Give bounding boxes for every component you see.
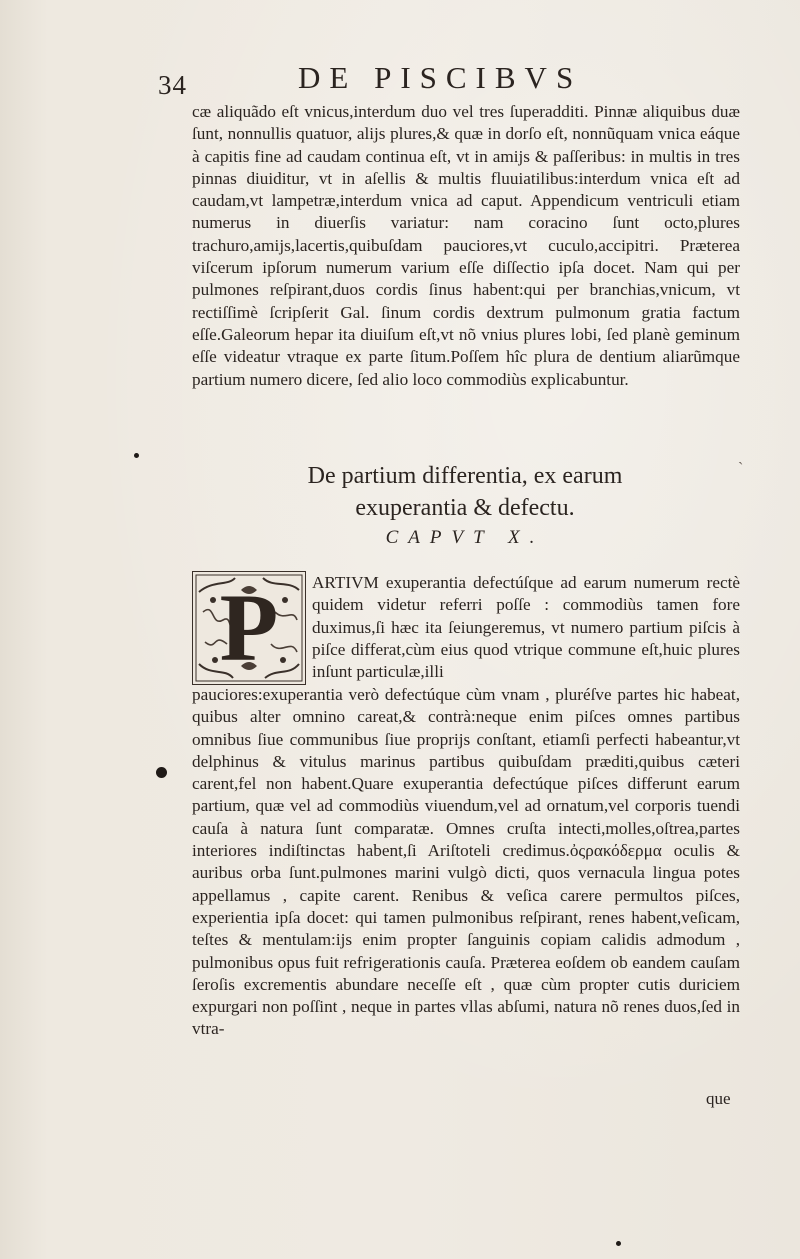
ink-spot-upper (134, 453, 139, 458)
margin-mark: ` (738, 460, 744, 477)
paragraph-continuation: pauciores:exuperantia verò defectúque cùm vnam , pluréſve partes hic habeat, quibus alter omnino careat,& contrà:neque enim piſces omnes partibus omnibus ſiue communibus ſiue proprijs conſtant, etiamſi perfecti habeantur,vt delphinus & vitulus marinus partibus quibuſdam prædіti,quibus cæteri carent,fel non habent.Quare exuperantia defectúque piſces differunt earum partium, quæ vel ad commodiùs viuendum,vel ad ornatum,vel corporis tuendi cauſa à natura ſunt comparatæ. Omnes cruſta intecti,molles,oſtrea,partes interiores indiſtinctas habent,ſi Ariſtoteli credimus.ὀςρακόδερμα oculis & auribus orba ſunt.pulmones marini vulgò dicti, quos vernacula lingua potes appellamus , capite carent. Renibus & veſica carere permultos piſces, experientia ipſa docet: qui tamen pulmonibus reſpirant, renes habent,veſicam, teſtes & mentulam:ijs enim propter ſanguinis copiam calidis admodum , pulmonibus opus fuit refrigerationis cauſa. Præterea eoſdem ob eandem cauſam ſeroſis excrementis abundare neceſſe eſt , quæ cùm propter cutis duriciem expurgari non poſſint , neque in partes vllas abſumi, natura nõ renes duos,ſed in vtra- (192, 685, 740, 1039)
section-heading-line1: De partium differentia, ex earum (307, 463, 623, 489)
page-number: 34 (158, 70, 187, 100)
ink-spot-middle (156, 767, 167, 778)
decorated-initial (192, 571, 306, 685)
section-heading-line2: exuperantia & defectu. (355, 495, 575, 521)
running-head: DE PISCIBVS (298, 60, 583, 95)
paragraph-opening-lines: ARTIVM exuperantia defectúſque ad earum numerum rectè quidem videtur referri poſſe : commodiùs tamen fore duximus,ſi hæc ita ſeiungeremus, vt numero partium piſcis à piſce differat,cùm eius quod vtrique commune eſt,huic plures inſunt particulæ,illi (312, 573, 740, 682)
paragraph-first: cæ aliquãdo eſt vnicus,interdum duo vel tres ſuperadditi. Pinnæ aliquibus duæ ſunt, nonnullis quatuor, aliјs plures,& quæ in dorſo eſt, nonnũquam vnica eáque à capitis fine ad caudam continua eſt, vt in amijs & paſſeribus: in multis in tres pinnas diuiditur, vt in aſellis & multis fluuiatilibus:interdum vnica eſt ad caudam,vt lampetræ,interdum vnica ad caput. Appendicum ventriculi etiam numerus in diuerſis variatur: nam coracino ſunt octo,plures trachuro,amijs,lacertis,quibuſdam pauciores,vt cuculo,accipitri. Præterea viſcerum ipſorum numerum varium eſſe diſſectio ipſa docet. Nam qui per pulmones reſpirant,duos cordis ſinus habent:qui per branchias,vnicum, vt rectiſſimè ſcripſerit Gal. ſinum cordis dextrum pulmonum gratia factum eſſe.Galeorum hepar ita diuiſum eſt,vt nõ vnius plures lobi, ſed planè geminum eſſe videatur vtraque ex parte ſitum.Poſſem hîc plura de dentium aliarũmque partium numero dicere, ſed alio loco commodiùs explicabuntur. (192, 102, 740, 389)
chapter-label: CAPVT X. (385, 527, 545, 548)
ink-spot-bottom (616, 1241, 621, 1246)
initial-letter: P (219, 574, 279, 681)
catchword: que (706, 1089, 731, 1108)
section-heading (200, 460, 730, 524)
